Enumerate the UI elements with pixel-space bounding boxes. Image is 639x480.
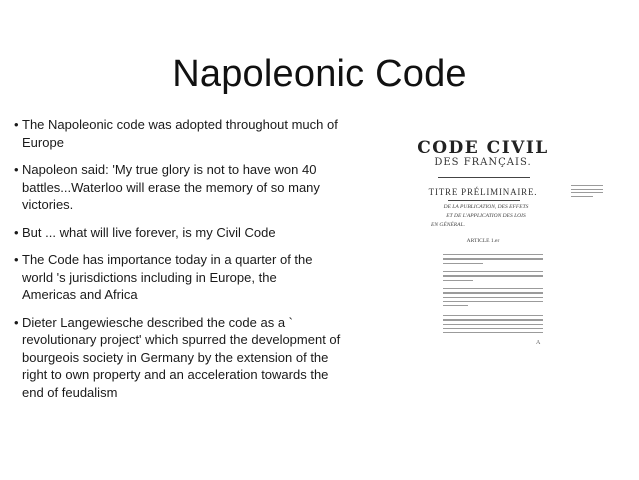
bullet-marker: • bbox=[14, 224, 19, 240]
document-italic-line: DE LA PUBLICATION, DES EFFETS bbox=[443, 204, 529, 210]
document-margin-note bbox=[571, 185, 603, 199]
bullet-text: Napoleon said: 'My true glory is not to have won 40 battles...Waterloo will erase the memory of so many victories. bbox=[22, 162, 320, 212]
document-letter: A bbox=[536, 340, 541, 346]
bullet-item bbox=[14, 314, 390, 402]
bullet-list bbox=[14, 116, 390, 411]
slide-title: Napoleonic Code bbox=[172, 53, 467, 96]
bullet-text: But ... what will live forever, is my Civil Code bbox=[22, 224, 276, 240]
bullet-item bbox=[14, 224, 390, 242]
bullet-item bbox=[14, 251, 390, 304]
document-italic-line: ET DE L'APPLICATION DES LOIS bbox=[446, 213, 526, 219]
document-body-text bbox=[443, 288, 543, 309]
document-body-text bbox=[443, 271, 543, 284]
document-title: CODE CIVIL bbox=[417, 138, 549, 158]
document-italic-line: EN GÉNÉRAL. bbox=[431, 222, 465, 228]
bullet-marker: • bbox=[14, 314, 19, 330]
document-divider bbox=[438, 177, 530, 178]
bullet-marker: • bbox=[14, 252, 19, 267]
bullet-text: Dieter Langewiesche described the code as a ` revolutionary project' which spurred the development of bourgeois society in Germany by the extension of the right to own property and an acceleration towards the end of feudalism bbox=[22, 314, 341, 400]
document-divider bbox=[448, 200, 520, 201]
bullet-text: The Napoleonic code was adopted throughout much of Europe bbox=[22, 117, 338, 150]
document-body-text bbox=[443, 254, 543, 267]
document-subtitle: DES FRANÇAIS. bbox=[434, 157, 532, 168]
document-article-label: ARTICLE 1.er bbox=[466, 238, 500, 244]
document-body-text bbox=[443, 315, 543, 336]
bullet-text: The Code has importance today in a quarter of the world 's jurisdictions including in Europe, the Americas and Africa bbox=[22, 252, 313, 302]
document-heading: TITRE PRÉLIMINAIRE. bbox=[428, 187, 538, 197]
code-civil-document-image bbox=[408, 120, 610, 360]
bullet-item bbox=[14, 161, 390, 214]
bullet-item bbox=[14, 116, 390, 151]
bullet-marker: • bbox=[14, 117, 19, 132]
bullet-marker: • bbox=[14, 162, 19, 177]
